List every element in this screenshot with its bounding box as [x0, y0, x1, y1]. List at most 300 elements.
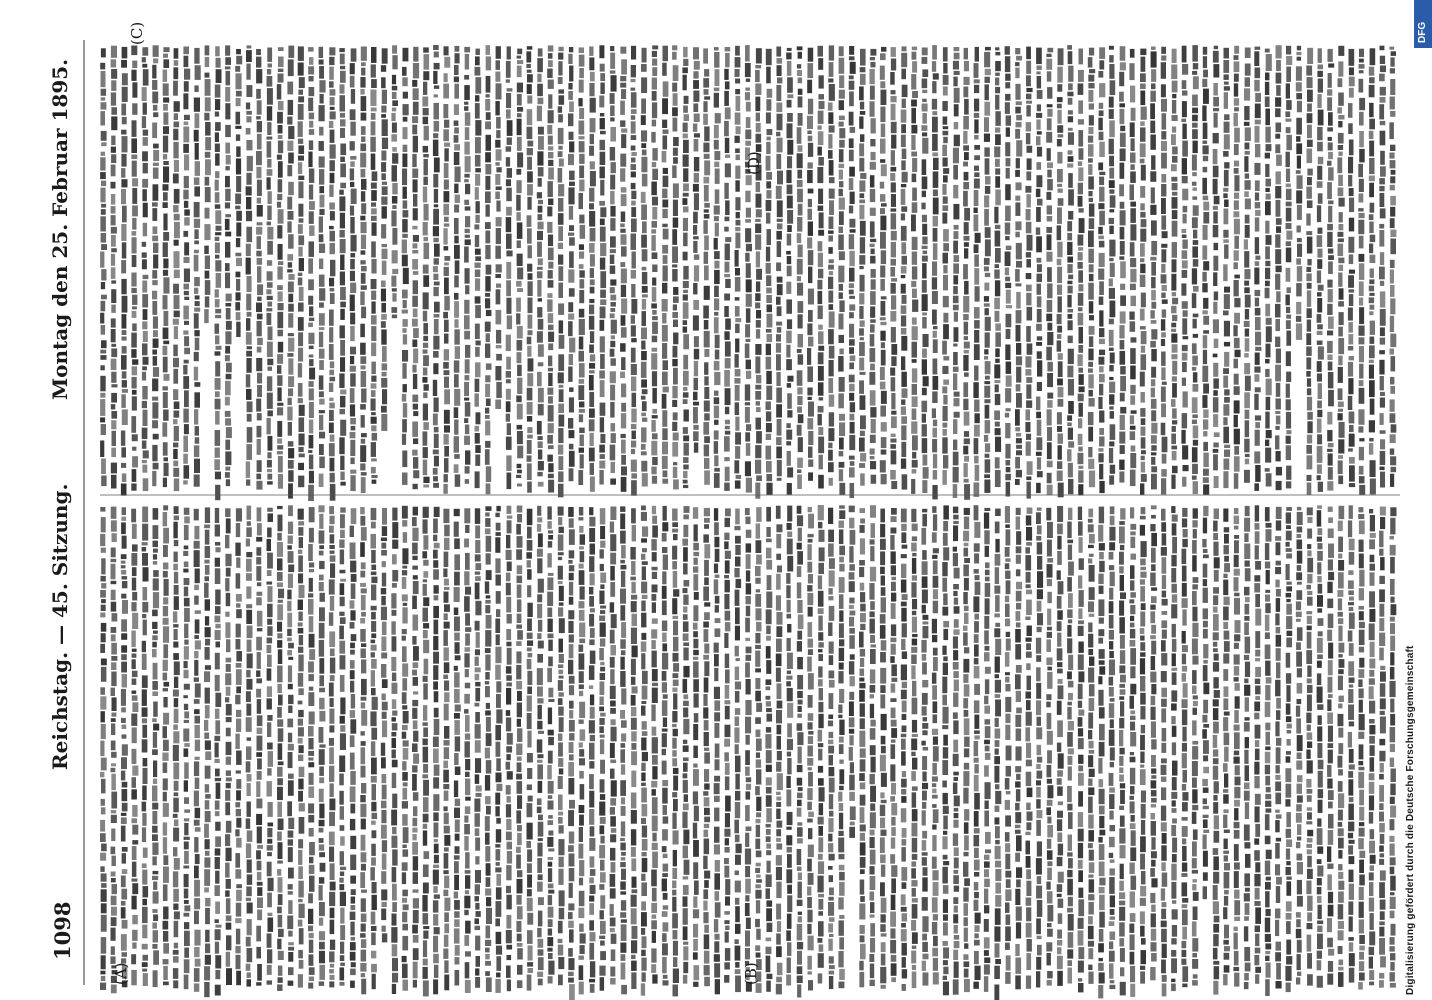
text-glyph — [423, 940, 427, 957]
text-glyph — [329, 709, 334, 724]
text-glyph — [153, 914, 158, 921]
text-glyph — [454, 275, 459, 287]
text-glyph — [516, 774, 522, 780]
text-glyph — [662, 957, 667, 973]
text-glyph — [277, 787, 283, 800]
text-glyph — [277, 832, 282, 841]
text-glyph — [704, 203, 710, 208]
text-glyph — [631, 847, 636, 857]
text-glyph — [246, 173, 251, 185]
text-glyph — [329, 398, 333, 402]
text-glyph — [382, 573, 386, 587]
text-glyph — [746, 583, 751, 594]
text-glyph — [620, 343, 626, 352]
text-glyph — [174, 101, 180, 112]
text-glyph — [714, 125, 719, 138]
text-glyph — [704, 154, 710, 159]
text-glyph — [558, 53, 563, 60]
text-glyph — [267, 48, 272, 62]
text-glyph — [402, 570, 407, 575]
text-glyph — [663, 854, 668, 858]
text-glyph — [797, 217, 802, 232]
text-glyph — [298, 162, 302, 174]
text-glyph — [507, 88, 513, 91]
text-glyph — [372, 974, 376, 989]
text-glyph — [194, 367, 198, 381]
text-glyph — [236, 292, 241, 300]
text-glyph — [642, 418, 647, 422]
text-glyph — [755, 303, 760, 309]
text-glyph — [735, 590, 740, 606]
text-glyph — [308, 599, 314, 615]
text-glyph — [225, 103, 230, 119]
text-glyph — [298, 600, 303, 611]
text-glyph — [538, 319, 544, 330]
text-glyph — [621, 466, 627, 475]
text-glyph — [340, 54, 345, 65]
text-glyph — [652, 594, 657, 601]
text-glyph — [663, 555, 668, 570]
text-glyph — [558, 266, 563, 281]
text-glyph — [776, 186, 782, 199]
text-glyph — [236, 955, 241, 969]
text-glyph — [216, 58, 221, 68]
text-glyph — [288, 884, 293, 890]
text-glyph — [225, 622, 230, 638]
text-glyph — [215, 448, 220, 458]
text-glyph — [766, 156, 771, 171]
text-glyph — [444, 853, 449, 869]
text-glyph — [392, 269, 398, 274]
text-glyph — [288, 376, 294, 387]
text-glyph — [527, 337, 532, 345]
text-glyph — [517, 268, 523, 280]
text-glyph — [131, 138, 137, 153]
text-glyph — [559, 618, 565, 633]
text-glyph — [444, 377, 449, 388]
text-glyph — [538, 98, 544, 105]
text-glyph — [257, 652, 261, 669]
text-glyph — [485, 384, 490, 397]
text-glyph — [309, 857, 313, 864]
text-glyph — [131, 273, 136, 287]
text-glyph — [454, 218, 459, 234]
text-glyph — [381, 596, 386, 605]
text-glyph — [402, 290, 408, 299]
text-glyph — [652, 618, 658, 623]
text-glyph — [694, 173, 699, 183]
text-glyph — [495, 537, 500, 553]
text-glyph — [330, 288, 335, 292]
text-glyph — [381, 550, 387, 556]
text-glyph — [517, 906, 523, 919]
text-glyph — [641, 396, 646, 400]
text-glyph — [225, 612, 229, 617]
text-glyph — [600, 118, 605, 129]
text-glyph — [641, 328, 647, 340]
text-glyph — [745, 45, 750, 61]
text-glyph — [246, 211, 252, 221]
text-glyph — [444, 975, 449, 991]
text-glyph — [402, 328, 406, 333]
text-glyph — [340, 357, 345, 372]
text-glyph — [631, 955, 635, 959]
text-glyph — [693, 507, 698, 519]
text-glyph — [485, 164, 491, 174]
text-glyph — [225, 346, 230, 354]
text-glyph — [454, 689, 460, 703]
text-glyph — [787, 61, 792, 76]
text-glyph — [631, 743, 636, 750]
text-glyph — [413, 962, 418, 979]
text-glyph — [590, 735, 595, 741]
text-glyph — [204, 720, 208, 731]
text-glyph — [787, 376, 793, 382]
text-glyph — [663, 893, 668, 900]
text-glyph — [579, 215, 584, 224]
text-glyph — [786, 359, 792, 370]
text-glyph — [350, 283, 356, 293]
text-glyph — [132, 359, 138, 365]
text-glyph — [143, 309, 148, 320]
text-glyph — [537, 151, 543, 165]
text-glyph — [257, 872, 262, 881]
text-glyph — [600, 290, 606, 298]
text-glyph — [163, 328, 169, 340]
text-glyph — [163, 126, 169, 134]
text-glyph — [662, 189, 667, 199]
text-glyph — [735, 906, 740, 922]
text-glyph — [507, 842, 513, 850]
text-glyph — [287, 590, 291, 600]
text-glyph — [777, 58, 783, 64]
text-glyph — [611, 949, 616, 961]
text-glyph — [454, 919, 459, 927]
text-glyph — [828, 78, 833, 82]
text-glyph — [558, 975, 563, 986]
text-glyph — [121, 907, 126, 918]
text-glyph — [299, 928, 304, 944]
text-glyph — [485, 231, 490, 244]
text-glyph — [215, 260, 221, 271]
text-glyph — [298, 920, 303, 927]
text-glyph — [495, 246, 501, 259]
text-glyph — [112, 697, 117, 711]
text-glyph — [267, 452, 271, 458]
text-glyph — [506, 895, 511, 910]
text-glyph — [703, 791, 708, 796]
text-glyph — [569, 573, 574, 581]
text-glyph — [652, 415, 658, 418]
text-glyph — [205, 97, 211, 111]
text-glyph — [132, 103, 137, 115]
text-glyph — [486, 333, 490, 342]
text-glyph — [204, 733, 209, 739]
text-glyph — [153, 882, 157, 890]
text-glyph — [682, 539, 688, 546]
text-glyph — [153, 243, 158, 253]
text-glyph — [662, 671, 667, 681]
text-glyph — [309, 616, 314, 632]
text-glyph — [496, 862, 500, 866]
text-glyph — [527, 560, 531, 567]
text-glyph — [122, 409, 128, 425]
text-glyph — [808, 397, 812, 400]
text-glyph — [361, 612, 366, 617]
text-glyph — [371, 585, 376, 601]
text-glyph — [423, 747, 429, 763]
text-glyph — [673, 65, 679, 81]
text-glyph — [548, 737, 554, 745]
text-glyph — [621, 128, 627, 132]
text-glyph — [589, 596, 594, 607]
text-glyph — [506, 335, 511, 351]
text-glyph — [257, 284, 263, 295]
text-glyph — [662, 571, 666, 584]
text-glyph — [527, 157, 532, 170]
text-glyph — [579, 827, 583, 842]
text-glyph — [464, 106, 468, 111]
text-glyph — [403, 92, 408, 99]
text-glyph — [194, 837, 198, 852]
text-glyph — [371, 301, 375, 313]
text-glyph — [579, 965, 584, 980]
text-glyph — [319, 47, 324, 58]
text-glyph — [527, 713, 532, 729]
text-glyph — [589, 345, 594, 353]
text-glyph — [392, 750, 396, 759]
text-glyph — [132, 366, 138, 375]
text-glyph — [350, 681, 354, 693]
text-glyph — [329, 631, 335, 647]
text-glyph — [798, 334, 804, 347]
text-glyph — [475, 828, 480, 836]
text-glyph — [548, 136, 553, 145]
text-glyph — [590, 433, 594, 446]
text-glyph — [464, 142, 469, 155]
text-glyph — [663, 470, 668, 477]
text-glyph — [111, 59, 117, 67]
text-glyph — [579, 546, 584, 549]
text-glyph — [361, 679, 367, 695]
text-glyph — [215, 525, 220, 537]
text-glyph — [652, 651, 657, 668]
text-glyph — [506, 710, 510, 716]
text-glyph — [277, 365, 281, 374]
text-glyph — [402, 434, 406, 445]
text-glyph — [537, 807, 542, 814]
text-glyph — [724, 91, 729, 106]
text-glyph — [580, 945, 585, 954]
text-glyph — [100, 687, 105, 695]
text-glyph — [703, 694, 707, 706]
text-glyph — [517, 980, 523, 988]
text-glyph — [538, 579, 544, 593]
text-glyph — [808, 310, 813, 322]
text-glyph — [205, 740, 211, 750]
text-glyph — [173, 522, 177, 539]
text-glyph — [663, 81, 669, 96]
text-glyph — [132, 727, 137, 743]
text-glyph — [599, 726, 604, 733]
text-glyph — [766, 386, 772, 400]
text-glyph — [101, 244, 107, 250]
text-glyph — [142, 827, 146, 842]
text-glyph — [756, 134, 762, 143]
text-glyph — [433, 476, 438, 481]
text-glyph — [142, 813, 146, 826]
text-glyph — [298, 104, 304, 120]
text-glyph — [610, 760, 616, 764]
text-glyph — [703, 114, 708, 125]
text-glyph — [329, 747, 334, 764]
text-glyph — [372, 895, 377, 910]
text-glyph — [350, 168, 354, 180]
text-glyph — [829, 160, 834, 175]
text-glyph — [766, 295, 772, 303]
text-glyph — [600, 73, 605, 81]
text-glyph — [746, 424, 751, 431]
text-glyph — [631, 424, 637, 429]
text-glyph — [537, 549, 543, 557]
text-glyph — [569, 929, 574, 942]
text-glyph — [506, 915, 511, 929]
text-glyph — [370, 867, 375, 880]
text-glyph — [278, 743, 283, 760]
text-glyph — [319, 514, 323, 529]
text-glyph — [434, 52, 439, 58]
text-glyph — [309, 569, 314, 572]
text-glyph — [714, 723, 719, 738]
text-glyph — [174, 921, 179, 937]
text-glyph — [538, 344, 544, 357]
text-glyph — [693, 661, 699, 677]
text-glyph — [371, 383, 377, 388]
text-glyph — [433, 560, 438, 568]
text-glyph — [631, 409, 636, 423]
text-glyph — [391, 810, 397, 826]
text-glyph — [600, 860, 605, 871]
text-glyph — [651, 903, 657, 913]
text-glyph — [714, 441, 718, 454]
text-glyph — [277, 984, 282, 991]
text-glyph — [724, 829, 730, 837]
text-glyph — [330, 377, 336, 382]
text-glyph — [371, 291, 376, 300]
text-glyph — [673, 673, 679, 678]
text-glyph — [735, 667, 739, 681]
text-glyph — [329, 812, 335, 826]
text-glyph — [225, 834, 230, 846]
text-glyph — [537, 280, 541, 297]
text-glyph — [455, 642, 460, 654]
text-glyph — [413, 235, 419, 242]
text-glyph — [714, 808, 719, 822]
text-glyph — [568, 762, 574, 777]
text-glyph — [266, 308, 272, 311]
text-glyph — [361, 307, 366, 319]
text-glyph — [745, 750, 750, 765]
text-glyph — [485, 375, 490, 382]
text-glyph — [111, 627, 117, 633]
text-glyph — [444, 262, 449, 265]
text-glyph — [173, 443, 178, 448]
text-glyph — [412, 154, 416, 167]
text-glyph — [475, 103, 480, 119]
text-glyph — [652, 816, 658, 832]
text-glyph — [131, 553, 137, 566]
text-glyph — [309, 773, 314, 785]
text-glyph — [184, 257, 190, 263]
text-glyph — [829, 62, 834, 77]
text-glyph — [152, 944, 157, 949]
text-glyph — [714, 796, 720, 802]
text-glyph — [818, 94, 824, 99]
text-glyph — [184, 624, 188, 639]
text-glyph — [673, 467, 678, 478]
text-glyph — [319, 561, 325, 569]
text-glyph — [631, 135, 637, 140]
text-glyph — [111, 564, 116, 580]
text-glyph — [673, 157, 678, 164]
text-glyph — [236, 686, 241, 693]
text-glyph — [319, 244, 325, 253]
text-glyph — [486, 908, 492, 924]
text-glyph — [319, 965, 325, 980]
text-glyph — [559, 890, 565, 906]
text-glyph — [225, 331, 231, 344]
text-glyph — [735, 339, 739, 353]
text-glyph — [360, 872, 365, 888]
text-glyph — [121, 645, 127, 652]
text-glyph — [173, 468, 179, 477]
text-glyph — [652, 737, 658, 753]
text-glyph — [642, 595, 648, 599]
text-glyph — [673, 534, 678, 540]
text-glyph — [787, 467, 793, 477]
text-glyph — [277, 666, 283, 683]
text-glyph — [589, 363, 595, 369]
text-glyph — [527, 619, 532, 632]
text-glyph — [465, 345, 470, 358]
text-glyph — [641, 763, 645, 771]
text-glyph — [340, 239, 346, 253]
text-glyph — [662, 780, 668, 786]
text-glyph — [298, 521, 304, 525]
text-glyph — [715, 891, 720, 901]
text-glyph — [558, 404, 564, 414]
text-glyph — [620, 912, 626, 918]
text-glyph — [495, 793, 500, 805]
text-glyph — [465, 852, 470, 868]
text-glyph — [547, 506, 551, 519]
text-glyph — [672, 913, 678, 928]
text-glyph — [111, 815, 117, 823]
text-glyph — [205, 784, 209, 792]
text-glyph — [309, 211, 314, 224]
text-glyph — [298, 573, 303, 583]
text-glyph — [267, 474, 272, 480]
text-glyph — [142, 907, 148, 923]
text-glyph — [715, 979, 720, 994]
text-glyph — [247, 346, 252, 349]
text-glyph — [204, 869, 210, 886]
text-glyph — [642, 561, 648, 565]
text-glyph — [776, 354, 781, 370]
text-glyph — [299, 817, 305, 834]
text-glyph — [247, 427, 253, 443]
text-glyph — [236, 98, 241, 106]
